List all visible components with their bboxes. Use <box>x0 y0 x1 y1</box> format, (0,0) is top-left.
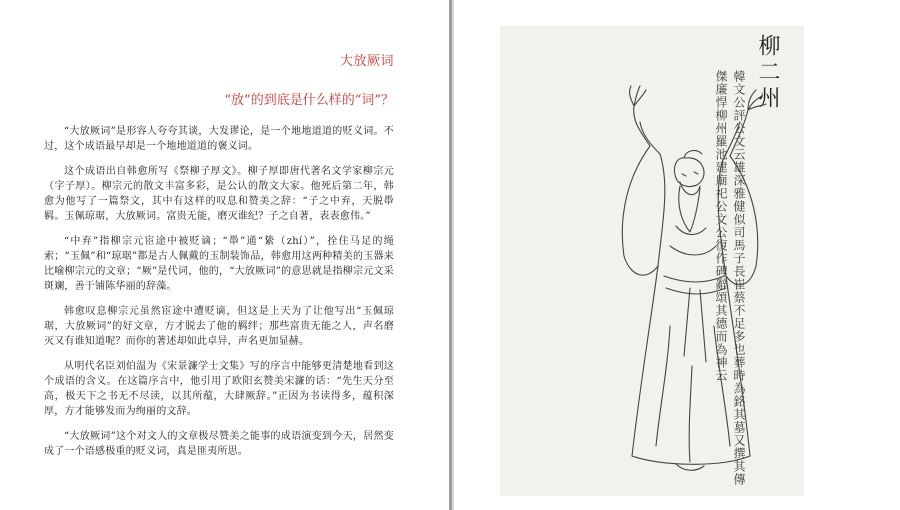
paragraph-5: 从明代名臣刘伯温为《宋景濂学士文集》写的序言中能够更清楚地看到这个成语的含义。在这篇序言中，他引用了欧阳玄赞美宋濂的话：“先生天分至高，极天下之书无不尽读，以其所蕴，大肆厥辞。”正因为书读得多，蕴积深厚，方才能够发而为绚丽的文辞。 <box>44 361 394 417</box>
page-gutter-shadow <box>452 0 454 510</box>
section-title: “放”的到底是什么样的“词”？ <box>224 93 394 108</box>
illustration-page <box>500 26 804 496</box>
paragraph-6: “大放厥词”这个对文人的文章极尽赞美之能事的成语演变到今天，居然变成了一个语感极重的贬义词，真是匪夷所思。 <box>44 431 394 457</box>
paragraph-2: 这个成语出自韩愈所写《祭柳子厚文》。柳子厚即唐代著名文学家柳宗元（字子厚）。柳宗元的散文丰富多彩，是公认的散文大家。他死后第二年，韩愈为他写了一篇祭文，其中有这样的叹息和赞美之辞：“子之中弃，天脱馽羁。玉佩琼琚，大放厥词。富贵无能，磨灭谁纪？子之自著，表表愈伟。” <box>44 166 394 222</box>
illustration-title: 柳二州 <box>755 34 780 112</box>
paragraph-1: “大放厥词”是形容人夸夸其谈，大发谬论，是一个地地道道的贬义词。不过，这个成语最早却是一个地地道道的褒义词。 <box>44 126 394 152</box>
inscription-column-1: 韓文公評公文云雄深雅健似司馬子長崔蔡不足多也葬時為銘其墓又撰其傳 <box>732 70 746 486</box>
inscription-column-2: 傑廉悍柳州羅池建廟祀公文公復作碑辭頌其德而為神云 <box>714 70 728 382</box>
chapter-title: 大放厥词 <box>339 54 394 69</box>
paragraph-3: “中弃”指柳宗元宦途中被贬谪；“馽”通“絷（zhí）”，拴住马足的绳索；“玉佩”和“琼琚”都是古人佩戴的玉制装饰品，韩愈用这两种精美的玉器来比喻柳宗元的文章；“厥”是代词，他的，“大放厥词”的意思就是指柳宗元文采斑斓，善于铺陈华丽的辞藻。 <box>44 236 394 292</box>
left-text-page <box>44 42 394 482</box>
paragraph-4: 韩愈叹息柳宗元虽然宦途中遭贬谪，但这是上天为了让他写出“玉佩琼琚，大放厥词”的好文章，方才脱去了他的羁绊；那些富贵无能之人，声名磨灭又有谁知道呢？而你的著述却如此卓异，声名更加显赫。 <box>44 306 394 347</box>
